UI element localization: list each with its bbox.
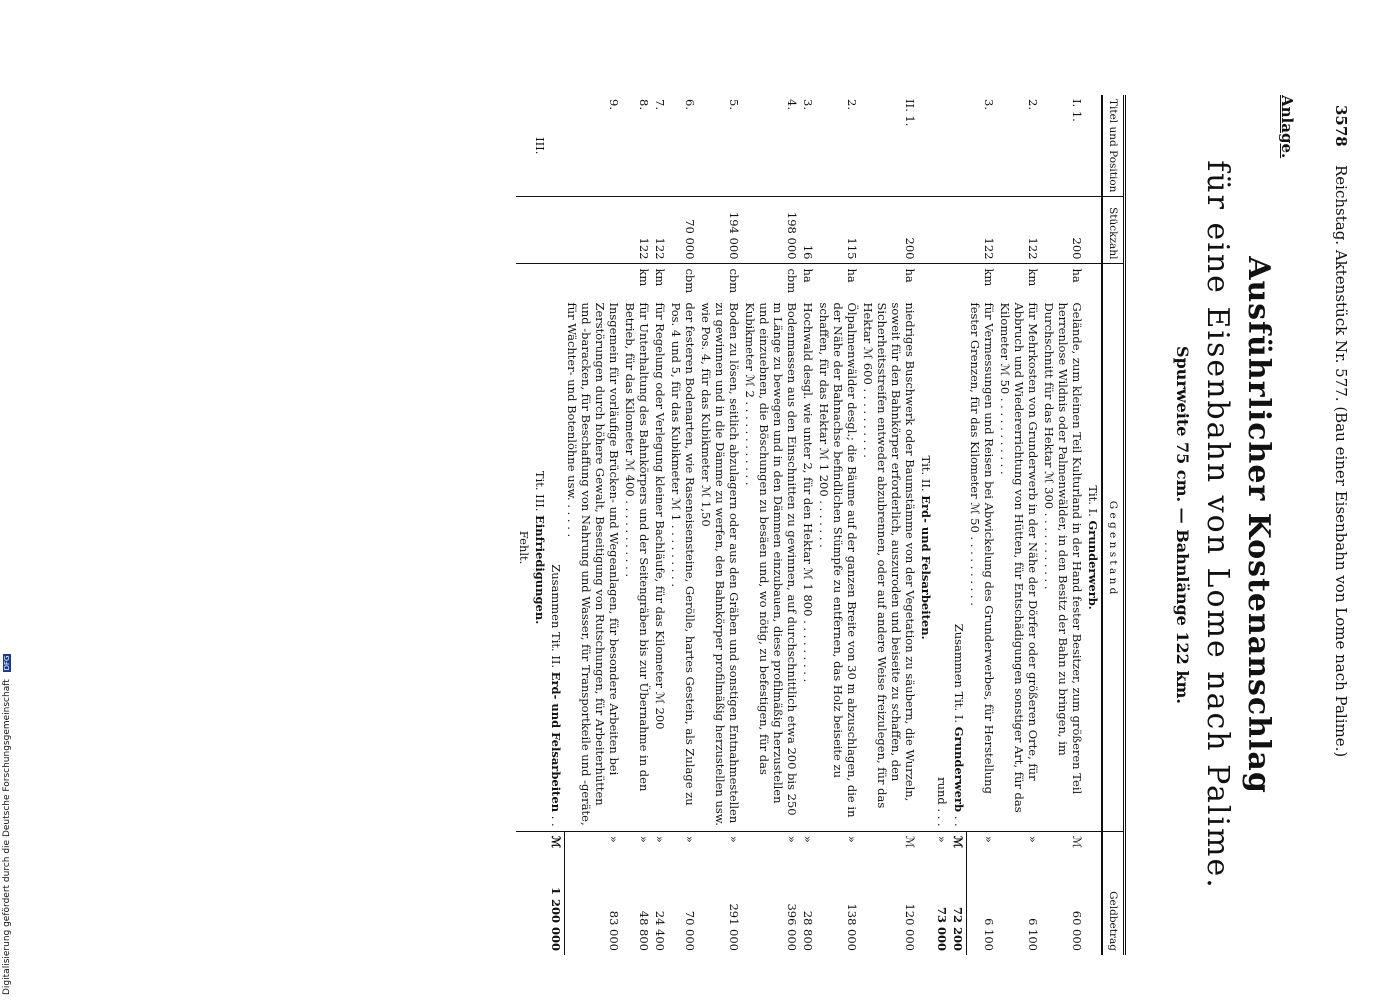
section-heading-row xyxy=(532,95,548,955)
row-unit: cbm xyxy=(683,268,698,294)
row-position: 5. xyxy=(699,95,743,197)
table-row xyxy=(743,95,801,955)
row-amount: 70 000 xyxy=(683,910,698,951)
row-description: der festeren Bodenarten, wie Raseneisensteine, Gerölle, hartes Gestein, als Zulage zu Pos. 4 und 5, für das Kubikmeter ℳ 1 . . . . . . . . . xyxy=(669,298,699,831)
row-amount: 138 000 xyxy=(845,903,860,951)
row-position: 6. xyxy=(669,95,699,197)
row-amount: 60 000 xyxy=(1070,910,1084,951)
row-amount: 6 100 xyxy=(982,918,996,951)
row-currency: » xyxy=(683,835,698,843)
table-row xyxy=(669,95,699,955)
section-heading xyxy=(1085,264,1102,831)
row-position: 3. xyxy=(801,95,817,197)
row-amount: 24 400 xyxy=(653,910,668,951)
row-unit: km xyxy=(982,268,996,287)
row-position: 3. xyxy=(967,95,997,197)
row-position: 8. xyxy=(623,95,653,197)
row-quantity: 115 xyxy=(817,197,861,264)
row-currency: » xyxy=(637,835,652,843)
rounded-label: rund . . . xyxy=(935,264,951,831)
section-title: Grunderwerb. xyxy=(1086,520,1100,610)
row-quantity: 200 xyxy=(861,197,919,264)
subtotal-amount: 1 200 000 xyxy=(548,852,565,955)
table-header-row xyxy=(1102,95,1125,955)
subtotal-text: Zusammen Tit. I. xyxy=(952,623,966,724)
section-number: Tit. II. xyxy=(919,455,934,492)
row-description: für Mehrkosten von Grunderwerb in der Nähe der Dörfer oder größeren Orte, für Abbruch und Wiedererrichtung von Hütten, für Entschädigungen sonstiger Art, für das Kilometer ℳ 50 . . . . . . . . . . . xyxy=(997,298,1041,831)
table-row xyxy=(801,95,817,955)
row-position: I. 1. xyxy=(1041,95,1085,197)
subtotal-title: Grunderwerb xyxy=(952,726,966,813)
row-amount: 291 000 xyxy=(727,903,742,951)
section-heading xyxy=(919,264,935,831)
table-row xyxy=(1041,95,1085,955)
document-title xyxy=(1173,95,1276,955)
footer-text: Digitalisierung gefördert durch die Deutsche Forschungsgemeinschaft xyxy=(2,679,12,995)
row-description: Gelände, zum kleinen Teil Kulturland in der Hand fester Besitzer, zum größeren Teil herrenlose Wildnis oder Palmenwälder, in den Besitz der Bahn zu bringen, im Durchschnitt für das Hektar ℳ 300 . . . . . . . . . . . xyxy=(1041,298,1085,831)
row-amount: 83 000 xyxy=(607,910,622,951)
row-amount: 6 100 xyxy=(1026,918,1040,951)
row-unit xyxy=(565,264,623,299)
row-quantity: 194 000 xyxy=(699,197,743,264)
table-row xyxy=(861,95,919,955)
section-title: Einfriedigungen. xyxy=(533,515,547,625)
cost-table xyxy=(516,95,1126,955)
row-currency: » xyxy=(785,835,800,843)
row-currency: ℳ xyxy=(1070,835,1084,848)
header-geldbetrag: Geldbetrag xyxy=(1102,831,1125,955)
title-line-1: Ausführlicher Kostenanschlag xyxy=(1241,256,1276,794)
row-amount: 28 800 xyxy=(801,910,816,951)
row-quantity: 122 xyxy=(623,197,653,264)
rotated-document xyxy=(226,95,1356,955)
row-unit: cbm xyxy=(727,268,742,294)
row-description: Ölpalmenwälder desgl.; die Bäume auf der ganzen Breite von 30 m abzuschlagen, die in der Nähe der Bahnachse befindlichen Stümpfe zu entfernen, das Holz beiseite zu schaffen, für das Hektar ℳ 1 200 . . . . . . . xyxy=(817,298,861,831)
subtotal-amount: 72 200 xyxy=(951,852,968,955)
section-number: Tit. III. xyxy=(533,470,547,512)
row-position: 4. xyxy=(743,95,801,197)
row-quantity: 70 000 xyxy=(669,197,699,264)
row-unit: ha xyxy=(801,268,816,283)
subtotal-label: Zusammen Tit. II. Erd- und Felsarbeiten . . xyxy=(548,264,565,831)
table-row xyxy=(653,95,669,955)
header-gegenstand: G e g e n s t a n d xyxy=(1102,264,1125,831)
subtotal-title: Erd- und Felsarbeiten xyxy=(549,671,564,813)
rounded-amount: 73 000 xyxy=(935,906,950,951)
row-unit: ha xyxy=(1070,268,1084,283)
row-description: niedriges Buschwerk oder Baumstämme von der Vegetation zu säubern, die Wurzeln, soweit für den Bahnkörper erforderlich, auszuroden und beiseite zu schaffen, den Sicherheitsstreifen entweder abzubrennen, oder auf andere Weise freizulegen, für das Hektar ℳ 600 . . . . . . . . . . xyxy=(861,298,919,831)
row-position: III. xyxy=(532,95,548,197)
table-row xyxy=(997,95,1041,955)
row-amount: 396 000 xyxy=(785,903,800,951)
row-unit: ha xyxy=(903,268,918,283)
table-row xyxy=(699,95,743,955)
row-quantity: 122 xyxy=(653,197,669,264)
subtotal-row xyxy=(951,95,968,955)
row-quantity xyxy=(565,197,623,264)
row-quantity: 200 xyxy=(1041,197,1085,264)
subtotal-currency: ℳ xyxy=(951,831,968,852)
row-unit: ha xyxy=(845,268,860,283)
row-description: Hochwald desgl. wie unter 2, für den Hektar ℳ 1 800 . . . . . . . . . xyxy=(801,298,817,831)
subtotal-text: Zusammen Tit. II. xyxy=(549,564,564,669)
title-line-2: für eine Eisenbahn von Lome nach Palime. xyxy=(1200,160,1235,890)
anlage-label: Anlage. xyxy=(1278,95,1296,159)
header-position: Titel und Position xyxy=(1102,95,1125,197)
section-heading-row xyxy=(1085,95,1102,955)
section-title: Erd- und Felsarbeiten. xyxy=(919,495,934,640)
subtotal-label: Zusammen Tit. I. Grunderwerb . . xyxy=(951,264,968,831)
rounded-total-row xyxy=(935,95,951,955)
title-line-3: Spurweite 75 cm. — Bahnlänge 122 km. xyxy=(1173,346,1192,704)
row-currency: » xyxy=(982,835,996,843)
row-description: für Unterhaltung des Bahnkörpers und der Seitengräben bis zur Übernahme in den Betrieb, für das Kilometer ℳ 400 . . . . . . . . . . . xyxy=(623,298,653,831)
fehlt-row xyxy=(516,95,532,955)
table-row xyxy=(565,95,623,955)
row-quantity: 122 xyxy=(967,197,997,264)
row-quantity: 198 000 xyxy=(743,197,801,264)
section-heading-row xyxy=(919,95,935,955)
row-description: Bodenmassen aus den Einschnitten zu gewinnen, auf durchschnittlich etwa 200 bis 250 m Länge zu bewegen und in den Dämmen einzubauen, diese profilmäßig herzustellen und einzuebnen, die Böschungen zu besäen und, wo nötig, zu befestigen, für das Kubikmeter ℳ 2 . . . . . . . . . . . . xyxy=(743,298,801,831)
row-currency: » xyxy=(1026,835,1040,843)
row-unit: km xyxy=(653,268,668,287)
row-description: für Regelung oder Verlegung kleiner Bachläufe, für das Kilometer ℳ 200 xyxy=(653,298,669,831)
row-unit: cbm xyxy=(785,268,800,294)
running-title: Reichstag. Aktenstück Nr. 577. (Bau einer Eisenbahn von Lome nach Palime.) xyxy=(1332,165,1350,758)
row-currency: » xyxy=(727,835,742,843)
row-description: für Vermessungen und Reisen bei Abwickelung des Grunderwerbes, für Herstellung fester Grenzen, für das Kilometer ℳ 50 . . . . . . . . . . xyxy=(967,298,997,831)
row-amount: 48 800 xyxy=(637,910,652,951)
row-position: 7. xyxy=(653,95,669,197)
subtotal-currency: ℳ xyxy=(548,831,565,852)
row-quantity: 16 xyxy=(801,197,817,264)
subtotal-row xyxy=(548,95,565,955)
row-unit: km xyxy=(637,268,652,287)
table-row xyxy=(817,95,861,955)
row-currency: » xyxy=(845,835,860,843)
row-position: 2. xyxy=(997,95,1041,197)
row-position: 2. xyxy=(817,95,861,197)
row-currency: ℳ xyxy=(903,835,918,848)
row-quantity: 122 xyxy=(997,197,1041,264)
row-position: II. 1. xyxy=(861,95,919,197)
header-stueckzahl: Stückzahl xyxy=(1102,197,1125,264)
running-header xyxy=(1316,95,1356,955)
row-amount: 120 000 xyxy=(903,903,918,951)
row-unit: km xyxy=(1026,268,1040,287)
section-heading xyxy=(532,264,548,831)
rounded-currency: » xyxy=(935,835,950,843)
row-description: Boden zu lösen, seitlich abzulagern oder aus den Gräben und sonstigen Entnahmestellen zu gewinnen und in die Dämme zu werfen, den Bahnkörper profilmäßig herzustellen usw. wie Pos. 4, für das Kubikmeter ℳ 1,50 xyxy=(699,298,743,831)
footer-text-wrap xyxy=(2,607,14,995)
digitization-footer xyxy=(2,607,14,995)
row-position: 9. xyxy=(565,95,623,197)
table-row xyxy=(623,95,653,955)
row-currency: » xyxy=(653,835,668,843)
row-currency: » xyxy=(801,835,816,843)
row-description: Insgemein für vorläufige Brücken- und Wegeanlagen, für besondere Arbeiten bei Zerstörungen durch höhere Gewalt, Beseitigung von Rutschungen, für Arbeiterhütten und -baracken, für Beschaffung von Nahrung und Wasser, für Transportkeile und -geräte, für Wächter- und Botenlöhne usw. . . . . . xyxy=(565,298,623,831)
fehlt-text: Fehlt. xyxy=(516,264,532,831)
table-row xyxy=(967,95,997,955)
dfg-logo: DFG xyxy=(3,655,11,671)
section-number: Tit. I. xyxy=(1086,485,1100,517)
page-number: 3578 xyxy=(1332,105,1350,147)
row-currency: » xyxy=(607,835,622,843)
